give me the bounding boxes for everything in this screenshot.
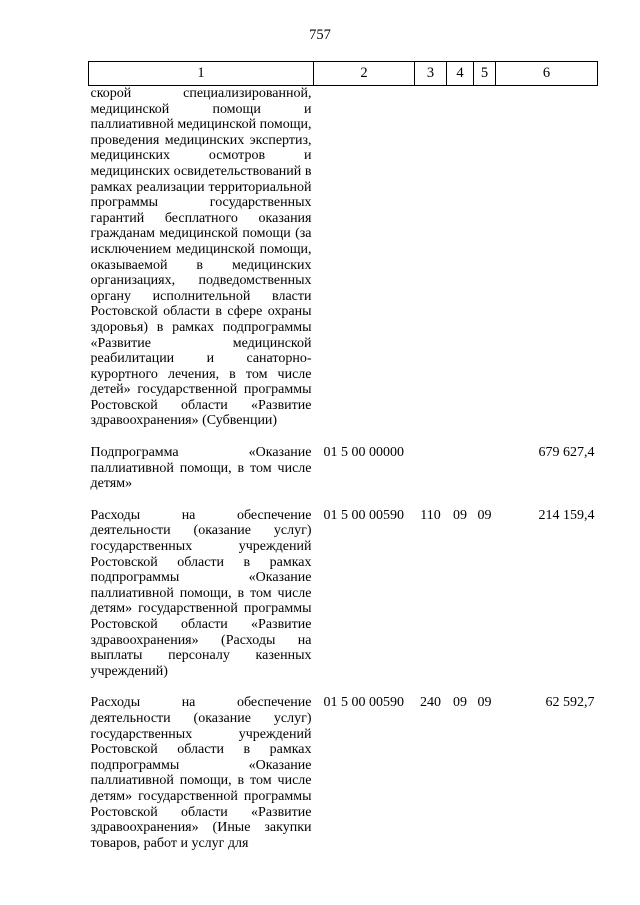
- row-expense-type: 110: [420, 507, 441, 523]
- row-description: Подпрограмма «Оказание паллиативной помощи, в том числе детям»: [90, 445, 312, 492]
- row-section: 09: [453, 507, 467, 523]
- row-description: скорой специализированной, медицинской помощи и паллиативной медицинской помощи, проведения медицинских экспертиз, медицинских осмотров и медицинских освидетельствований в рамках реализации территориальной программы государственных гарантий бесплатного оказания гражданам медицинской помощи (за исключением медицинской помощи, оказываемой в медицинских организациях, подведомственных органу исполнительной власти Ростовской области в сфере охраны здоровья) в рамках подпрограммы «Развитие медицинской реабилитации и санаторно-курортного лечения, в том числе детей» государственной программы Ростовской области «Развитие здравоохранения» (Субвенции): [90, 86, 312, 429]
- row-section: 09: [453, 695, 467, 711]
- column-header-1: 1: [89, 62, 314, 86]
- row-spacer: [89, 679, 598, 695]
- row-subsection: 09: [477, 507, 492, 523]
- row-amount: 62 592,7: [545, 695, 595, 711]
- row-spacer: [89, 492, 598, 508]
- row-expense-type: [415, 86, 447, 430]
- row-spacer: [89, 429, 598, 445]
- row-target-code: [314, 86, 415, 430]
- column-header-2: 2: [314, 62, 415, 86]
- row-section: [447, 445, 474, 492]
- row-amount: 679 627,4: [538, 445, 595, 461]
- row-target-code: 01 5 00 00000: [323, 445, 404, 461]
- column-header-4: 4: [447, 62, 474, 86]
- row-subsection: [474, 86, 496, 430]
- column-header-5: 5: [474, 62, 496, 86]
- row-amount: [496, 86, 598, 430]
- column-header-3: 3: [415, 62, 447, 86]
- budget-table: [88, 61, 598, 851]
- row-description: Расходы на обеспечение деятельности (оказание услуг) государственных учреждений Ростовской области в рамках подпрограммы «Оказание паллиативной помощи, в том числе детям» государственной программы Ростовской области «Развитие здравоохранения» (Иные закупки товаров, работ и услуг для: [90, 695, 312, 851]
- row-subsection: 09: [477, 695, 492, 711]
- row-target-code: 01 5 00 00590: [323, 507, 404, 523]
- page-number: 757: [309, 27, 331, 43]
- table-row: [89, 695, 598, 851]
- header-row: [89, 62, 598, 86]
- row-section: [447, 86, 474, 430]
- row-amount: 214 159,4: [538, 507, 595, 523]
- row-expense-type: 240: [420, 695, 441, 711]
- table-row: [89, 445, 598, 492]
- row-expense-type: [415, 445, 447, 492]
- row-description: Расходы на обеспечение деятельности (оказание услуг) государственных учреждений Ростовской области в рамках подпрограммы «Оказание паллиативной помощи, в том числе детям» государственной программы Ростовской области «Развитие здравоохранения» (Расходы на выплаты персоналу казенных учреждений): [90, 507, 312, 679]
- table-row: [89, 508, 598, 680]
- table-row: [89, 86, 598, 430]
- row-target-code: 01 5 00 00590: [323, 695, 404, 711]
- column-header-6: 6: [496, 62, 598, 86]
- row-subsection: [474, 445, 496, 492]
